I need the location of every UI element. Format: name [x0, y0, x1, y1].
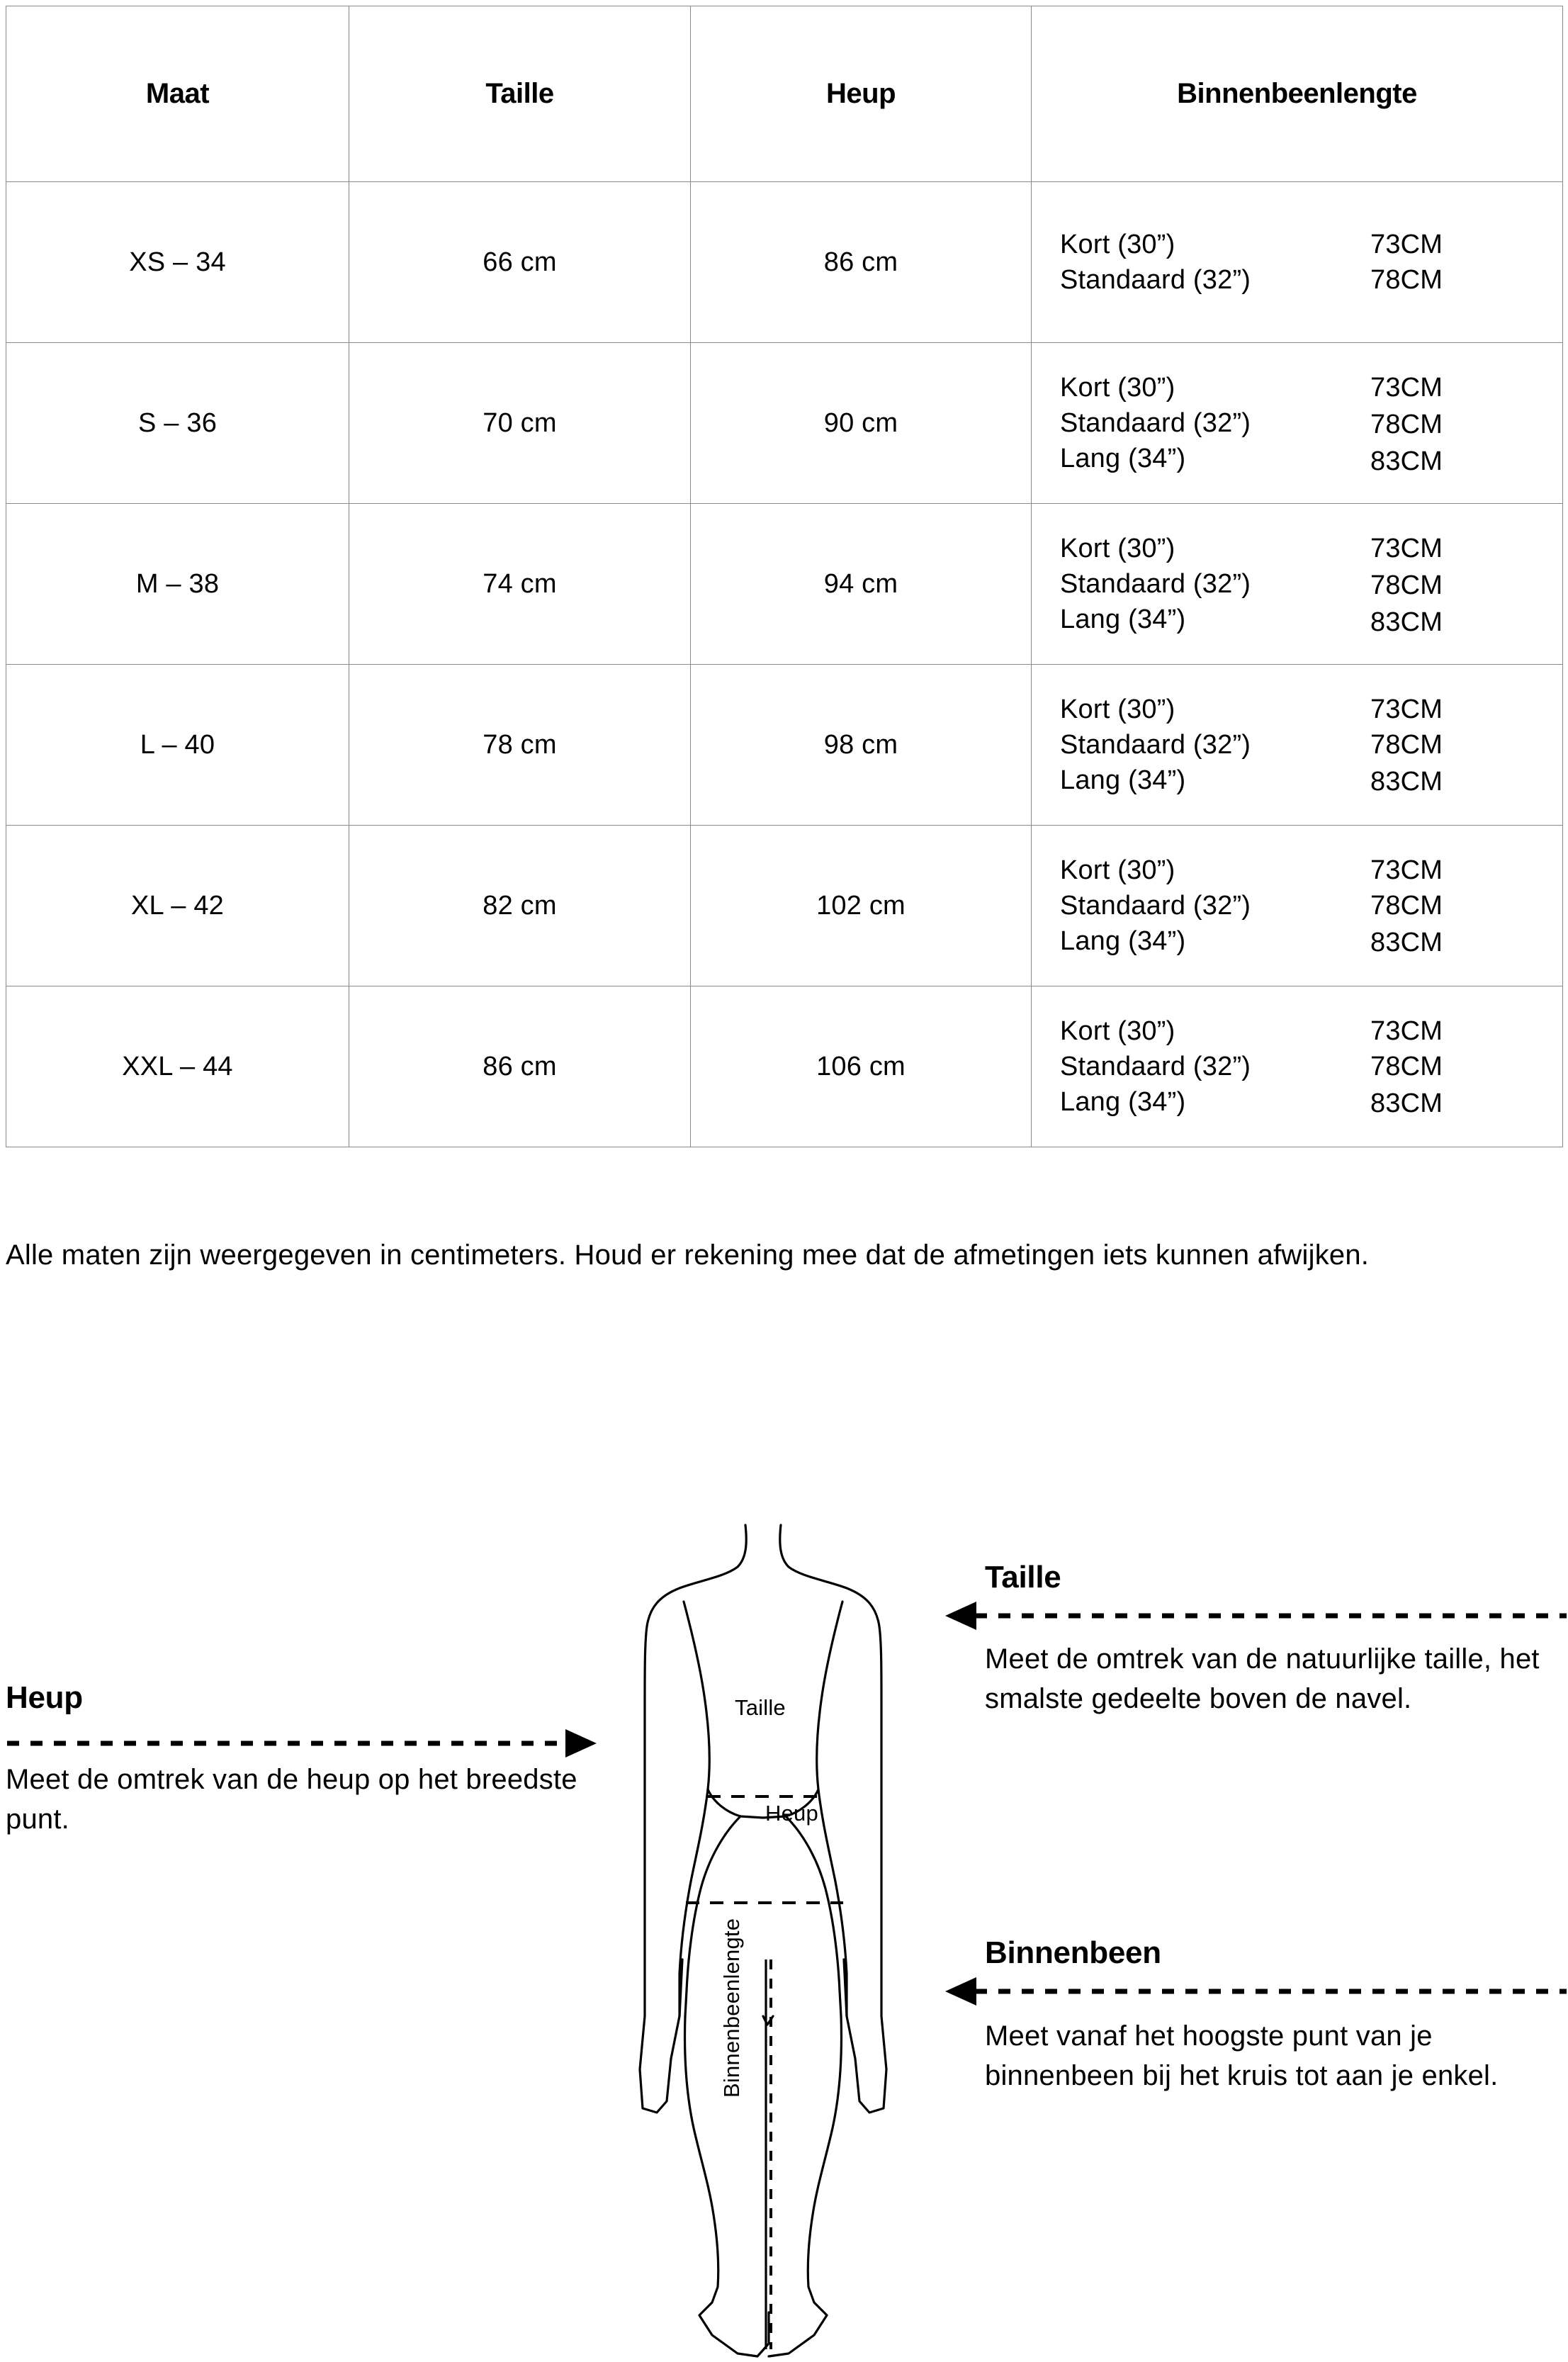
cell-heup: 106 cm: [691, 986, 1032, 1147]
inseam-value: 78CM: [1370, 890, 1443, 921]
measurement-disclaimer: Alle maten zijn weergegeven in centimeters. Houd er rekening mee dat de afmetingen iets kunnen afwijken.: [6, 1239, 1370, 1271]
inseam-value: 73CM: [1370, 855, 1443, 885]
inseam-label: Lang (34”): [1060, 444, 1186, 474]
inseam-label: Kort (30”): [1060, 372, 1175, 403]
inseam-label: Lang (34”): [1060, 926, 1186, 957]
column-header-maat: Maat: [6, 6, 349, 182]
inseam-label: Standaard (32”): [1060, 1051, 1251, 1081]
cell-heup: 86 cm: [691, 182, 1032, 343]
inseam-value: 78CM: [1370, 1051, 1443, 1081]
inseam-value: 83CM: [1370, 446, 1443, 477]
inseam-label: Lang (34”): [1060, 765, 1186, 796]
inseam-label: Kort (30”): [1060, 1016, 1175, 1046]
column-header-heup: Heup: [691, 6, 1032, 182]
inseam-value: 78CM: [1370, 570, 1443, 600]
inseam-label: Kort (30”): [1060, 533, 1175, 563]
arrow-right-icon-heup: [6, 1728, 598, 1759]
inseam-label: Standaard (32”): [1060, 568, 1251, 599]
cell-heup: 102 cm: [691, 826, 1032, 986]
guide-block-taille: [985, 1560, 1566, 1719]
guide-title-binnenbeen: Binnenbeen: [985, 1935, 1161, 1970]
inseam-value: 83CM: [1370, 607, 1443, 638]
inseam-value: 73CM: [1370, 1016, 1443, 1046]
cell-heup: 90 cm: [691, 343, 1032, 504]
inseam-value: 83CM: [1370, 928, 1443, 958]
body-figure-illustration: [606, 1520, 960, 2362]
guide-block-heup: [6, 1681, 594, 1839]
column-header-taille: Taille: [349, 6, 691, 182]
inseam-label: Standaard (32”): [1060, 890, 1251, 921]
cell-taille: 70 cm: [349, 343, 691, 504]
cell-maat: L – 40: [6, 665, 349, 826]
figure-label-binnenbeenlengte: Binnenbeenlengte: [719, 1918, 744, 2098]
inseam-value: 73CM: [1370, 694, 1443, 724]
inseam-value: 78CM: [1370, 729, 1443, 760]
cell-taille: 78 cm: [349, 665, 691, 826]
inseam-label: Kort (30”): [1060, 855, 1175, 885]
inseam-value: 78CM: [1370, 265, 1443, 295]
inseam-value: 78CM: [1370, 409, 1443, 439]
guide-body-binnenbeen: Meet vanaf het hoogste punt van je binnenbeen bij het kruis tot aan je enkel.: [985, 2020, 1499, 2091]
cell-taille: 86 cm: [349, 986, 691, 1147]
cell-maat: XL – 42: [6, 826, 349, 986]
guide-block-binnenbeen: [985, 1936, 1568, 2096]
cell-maat: XXL – 44: [6, 986, 349, 1147]
guide-title-taille: Taille: [985, 1560, 1061, 1595]
inseam-value: 73CM: [1370, 533, 1443, 563]
guide-body-taille: Meet de omtrek van de natuurlijke taille, het smalste gedeelte boven de navel.: [985, 1643, 1540, 1714]
cell-taille: 66 cm: [349, 182, 691, 343]
figure-label-heup: Heup: [765, 1801, 818, 1826]
inseam-label: Kort (30”): [1060, 229, 1175, 259]
inseam-label: Lang (34”): [1060, 1087, 1186, 1118]
cell-taille: 74 cm: [349, 504, 691, 665]
cell-heup: 94 cm: [691, 504, 1032, 665]
guide-title-heup: Heup: [6, 1680, 83, 1715]
guide-body-heup: Meet de omtrek van de heup op het breedste punt.: [6, 1764, 577, 1835]
inseam-value: 73CM: [1370, 372, 1443, 403]
cell-heup: 98 cm: [691, 665, 1032, 826]
inseam-label: Standaard (32”): [1060, 729, 1251, 760]
cell-taille: 82 cm: [349, 826, 691, 986]
inseam-value: 83CM: [1370, 767, 1443, 797]
cell-maat: M – 38: [6, 504, 349, 665]
arrow-left-icon-binnenbeen: [942, 1976, 1568, 2007]
cell-maat: S – 36: [6, 343, 349, 504]
inseam-value: 73CM: [1370, 229, 1443, 259]
inseam-label: Standaard (32”): [1060, 407, 1251, 438]
cell-maat: XS – 34: [6, 182, 349, 343]
column-header-binnenbeenlengte: Binnenbeenlengte: [1032, 6, 1563, 182]
inseam-label: Standaard (32”): [1060, 265, 1251, 295]
inseam-label: Lang (34”): [1060, 604, 1186, 635]
inseam-label: Kort (30”): [1060, 694, 1175, 724]
arrow-left-icon-taille: [942, 1600, 1568, 1631]
figure-label-taille: Taille: [735, 1695, 786, 1720]
inseam-value: 83CM: [1370, 1089, 1443, 1119]
